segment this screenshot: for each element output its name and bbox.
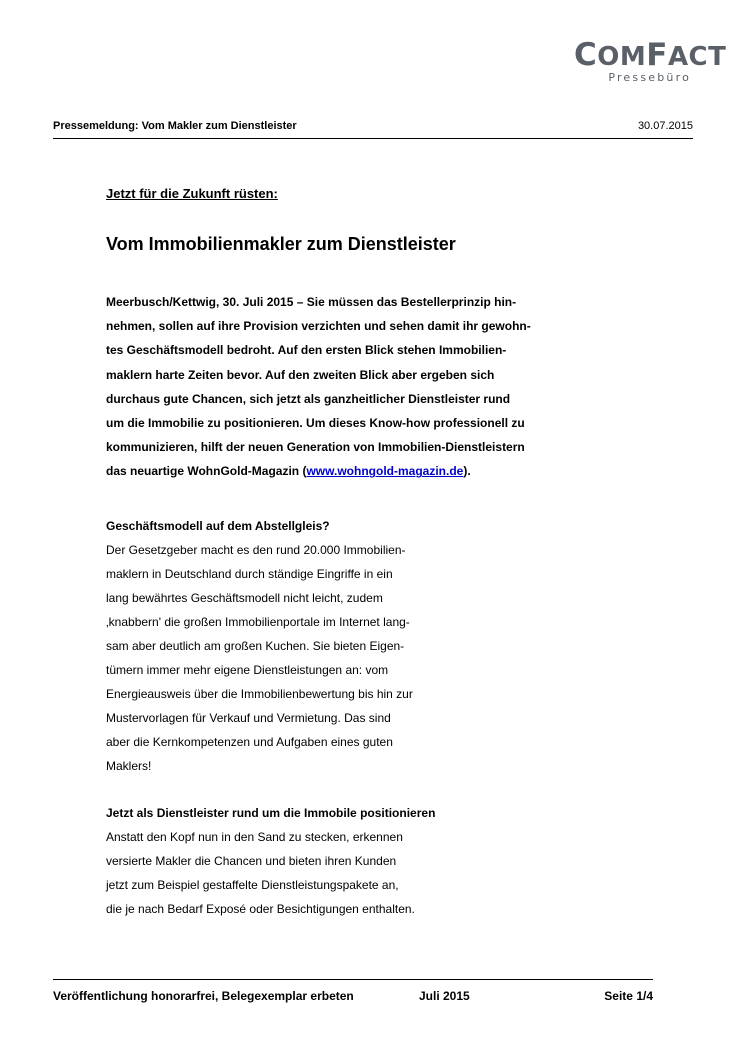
section-line: sam aber deutlich am großen Kuchen. Sie bieten Eigen- (106, 639, 405, 653)
header-date: 30.07.2015 (637, 120, 693, 132)
lead-line: nehmen, sollen auf ihre Provision verzichten und sehen damit ihr gewohn- (106, 319, 531, 334)
section-line: aber die Kernkompetenzen und Aufgaben eines guten (106, 735, 393, 749)
section-line: Maklers! (106, 759, 152, 773)
lead-paragraph (106, 290, 606, 484)
section-heading: Jetzt als Dienstleister rund um die Immobile positionieren (106, 806, 436, 820)
page-footer (53, 979, 653, 1009)
footer-page-number: Seite 1/4 (604, 989, 653, 1003)
lead-line: maklern harte Zeiten bevor. Auf den zweiten Blick aber ergeben sich (106, 367, 495, 382)
section-line: versierte Makler die Chancen und bieten ihren Kunden (106, 854, 397, 868)
lead-line: durchaus gute Chancen, sich jetzt als ganzheitlicher Dienstleister rund (106, 391, 511, 406)
section-line: Der Gesetzgeber macht es den rund 20.000 Immobilien- (106, 543, 406, 557)
lead-line: Meerbusch/Kettwig, 30. Juli 2015 – Sie müssen das Bestellerprinzip hin- (106, 295, 517, 309)
lead-line: tes Geschäftsmodell bedroht. Auf den ersten Blick stehen Immobilien- (106, 343, 507, 358)
section-heading: Geschäftsmodell auf dem Abstellgleis? (106, 519, 330, 533)
logo-subtitle: Pressebüro (608, 71, 691, 84)
section-line: Anstatt den Kopf nun in den Sand zu stecken, erkennen (106, 830, 403, 844)
header-title: Pressemeldung: Vom Makler zum Dienstleister (53, 120, 297, 132)
page-title: Vom Immobilienmakler zum Dienstleister (106, 234, 456, 254)
section-dienstleister (106, 801, 486, 921)
wohngold-link[interactable]: www.wohngold-magazin.de (306, 464, 464, 479)
lead-line-last: das neuartige WohnGold-Magazin (www.wohngold-magazin.de). (106, 464, 471, 479)
section-line: jetzt zum Beispiel gestaffelte Dienstleistungspakete an, (106, 878, 399, 892)
section-line: tümern immer mehr eigene Dienstleistungen an: vom (106, 663, 389, 677)
section-line: Mustervorlagen für Verkauf und Vermietung. Das sind (106, 711, 391, 725)
lead-line: kommunizieren, hilft der neuen Generation von Immobilien-Dienstleistern (106, 440, 525, 455)
page-header (53, 120, 693, 139)
section-line: Energieausweis über die Immobilienbewertung bis hin zur (106, 687, 413, 701)
footer-note: Veröffentlichung honorarfrei, Belegexemplar erbeten (53, 989, 354, 1003)
lead-line: um die Immobilie zu positionieren. Um dieses Know-how professionell zu (106, 416, 525, 431)
footer-date: Juli 2015 (419, 989, 470, 1003)
section-line: die je nach Bedarf Exposé oder Besichtigungen enthalten. (106, 902, 415, 916)
comfact-logo (574, 37, 727, 84)
kicker-heading: Jetzt für die Zukunft rüsten: (106, 186, 278, 201)
section-geschaeftsmodell (106, 514, 486, 778)
section-line: ‚knabbern' die großen Immobilienportale im Internet lang- (106, 615, 410, 629)
section-line: lang bewährtes Geschäftsmodell nicht leicht, zudem (106, 591, 383, 605)
logo-wordmark: COMFACT (574, 37, 727, 73)
section-line: maklern in Deutschland durch ständige Eingriffe in ein (106, 567, 393, 581)
